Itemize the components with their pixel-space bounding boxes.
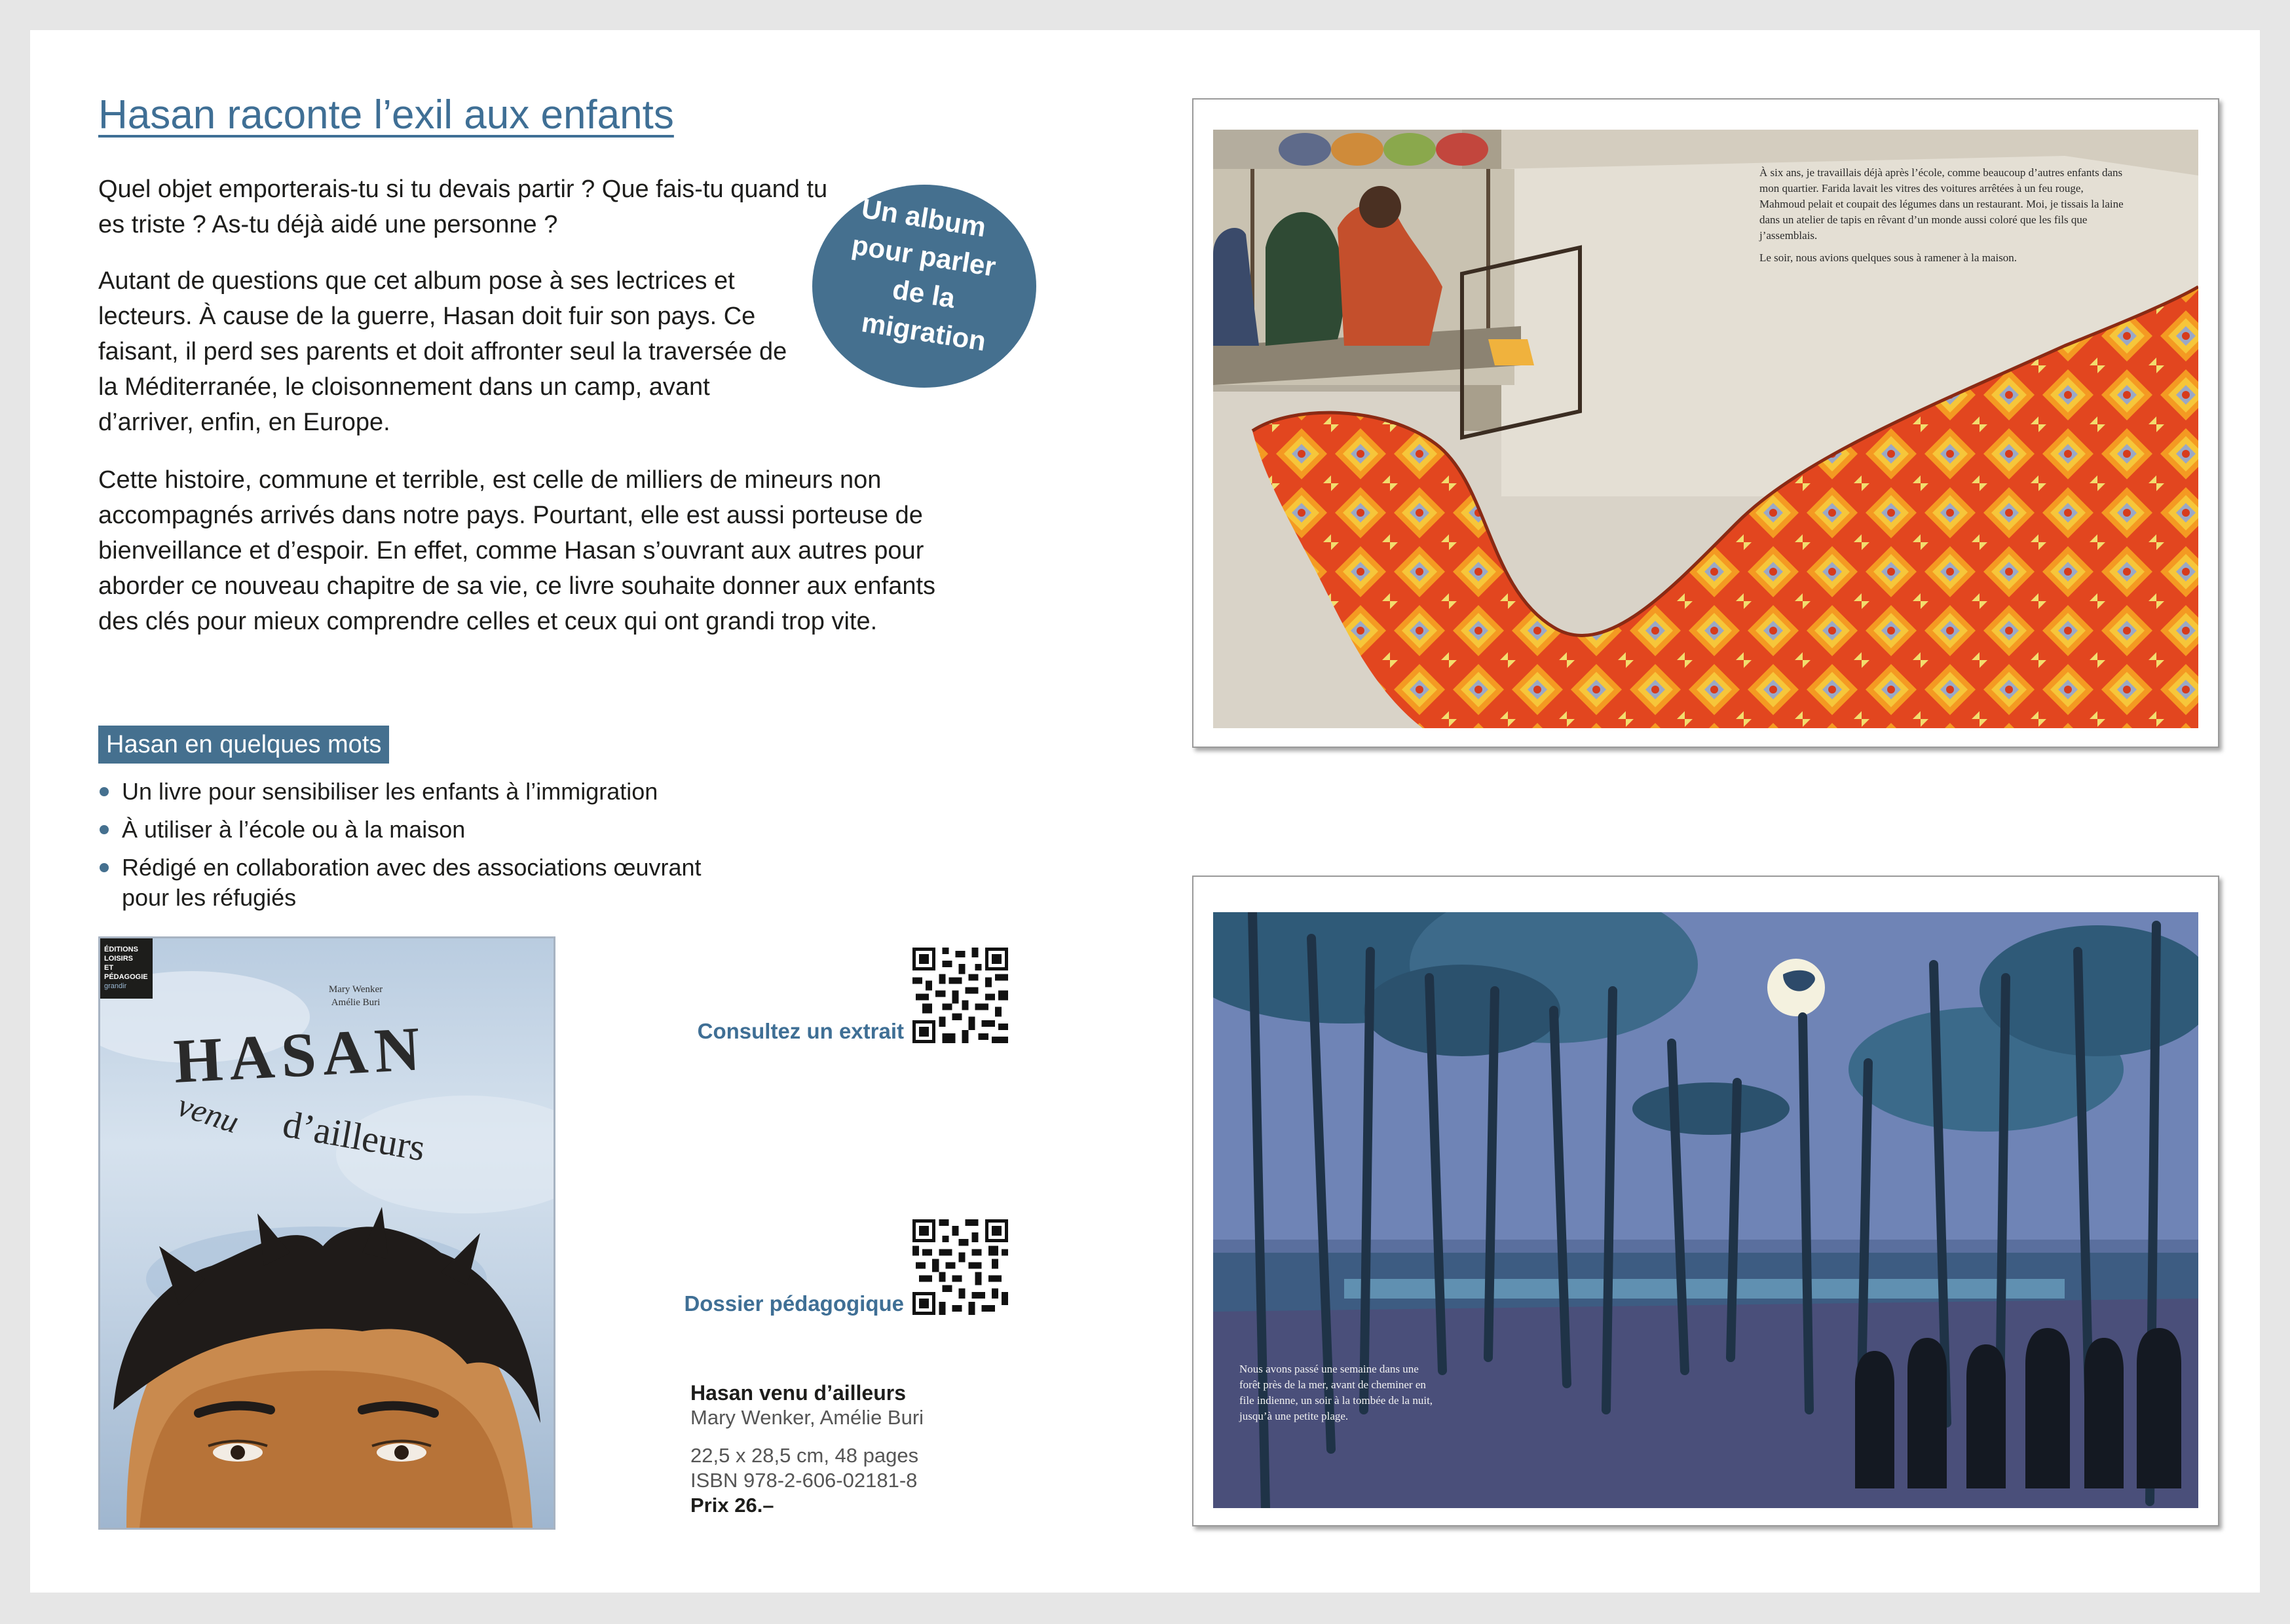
- book-format: 22,5 x 28,5 cm, 48 pages: [690, 1444, 919, 1467]
- publisher-line: grandir: [104, 982, 127, 990]
- qr-code-icon[interactable]: [912, 1219, 1008, 1315]
- publisher-line: ÉDITIONS: [104, 946, 138, 953]
- summary-list: [98, 777, 753, 921]
- intro-paragraph: Quel objet emporterais-tu si tu devais partir ? Que fais-tu quand tu es triste ? As-tu déjà aidé une personne ?: [98, 175, 828, 238]
- book-isbn: ISBN 978-2-606-02181-8: [690, 1469, 918, 1492]
- illustration-caption: [1759, 165, 2126, 272]
- list-item: À utiliser à l’école ou à la maison: [98, 815, 753, 845]
- message-paragraph: Cette histoire, commune et terrible, est celle de milliers de mineurs non accompagnés arrivés dans notre pays. Pourtant, elle est aussi porteuse de bienveillance et d’espoir. En effet, comme Hasan s’ouvrant aux autres pour aborder ce nouveau chapitre de sa vie, ce livre souhaite donner aux enfants des clés pour mieux comprendre celles et ceux qui ont grandi trop vite.: [98, 466, 936, 635]
- badge-line: de la: [890, 273, 958, 314]
- publisher-line: LOISIRS: [104, 955, 134, 963]
- illustration-caption: Nous avons passé une semaine dans une forêt près de la mer, avant de cheminer en file indienne, un soir à la tombée de la nuit, jusqu’à une petite plage.: [1239, 1363, 1433, 1422]
- badge-line: Un album: [859, 193, 988, 243]
- book-price: Prix 26.–: [690, 1494, 774, 1517]
- publisher-logo: [100, 938, 153, 999]
- illustration-forest: [1192, 876, 2219, 1526]
- album-badge: [812, 185, 1036, 388]
- cover-title: HASAN: [172, 1012, 428, 1097]
- extract-link[interactable]: Consultez un extrait: [697, 1019, 904, 1043]
- page-title: Hasan raconte l’exil aux enfants: [98, 92, 674, 138]
- list-item: Un livre pour sensibiliser les enfants à l’immigration: [98, 777, 753, 807]
- illustration-carpet: [1192, 98, 2219, 748]
- cover-authors: [290, 983, 421, 1009]
- badge-line: migration: [859, 306, 988, 357]
- caption-text: Le soir, nous avions quelques sous à ramener à la maison.: [1759, 251, 2018, 264]
- publisher-line: ET PÉDAGOGIE: [104, 964, 148, 981]
- dossier-link[interactable]: Dossier pédagogique: [684, 1291, 904, 1316]
- cover-author: Mary Wenker: [328, 984, 383, 995]
- cover-subtitle: d’ailleurs: [280, 1102, 429, 1170]
- summary-heading: Hasan en quelques mots: [98, 726, 389, 764]
- badge-line: pour parler: [850, 229, 998, 282]
- book-details: [690, 1380, 924, 1518]
- cover-author: Amélie Buri: [331, 997, 381, 1008]
- book-title: Hasan venu d’ailleurs: [690, 1381, 907, 1405]
- cover-subtitle: venu: [173, 1086, 244, 1141]
- list-item: Rédigé en collaboration avec des associations œuvrant pour les réfugiés: [98, 853, 753, 913]
- story-paragraph: Autant de questions que cet album pose à ses lectrices et lecteurs. À cause de la guerre, Hasan doit fuir son pays. Ce faisant, il perd ses parents et doit affronter seul la traversée de la Méditerranée, le cloisonnement dans un camp, avant d’arriver, enfin, en Europe.: [98, 267, 787, 436]
- qr-code-icon[interactable]: [912, 948, 1008, 1043]
- book-cover[interactable]: [98, 936, 555, 1530]
- caption-text: À six ans, je travaillais déjà après l’école, comme beaucoup d’autres enfants dans mon quartier. Farida lavait les vitres des voitures arrêtées à un feu rouge, Mahmoud pelait et coupait des légumes dans un restaurant. Moi, je tissais la laine dans un atelier de tapis en rêvant d’un monde aussi coloré que les fils que j’assemblais.: [1759, 166, 2124, 242]
- book-authors: Mary Wenker, Amélie Buri: [690, 1406, 924, 1429]
